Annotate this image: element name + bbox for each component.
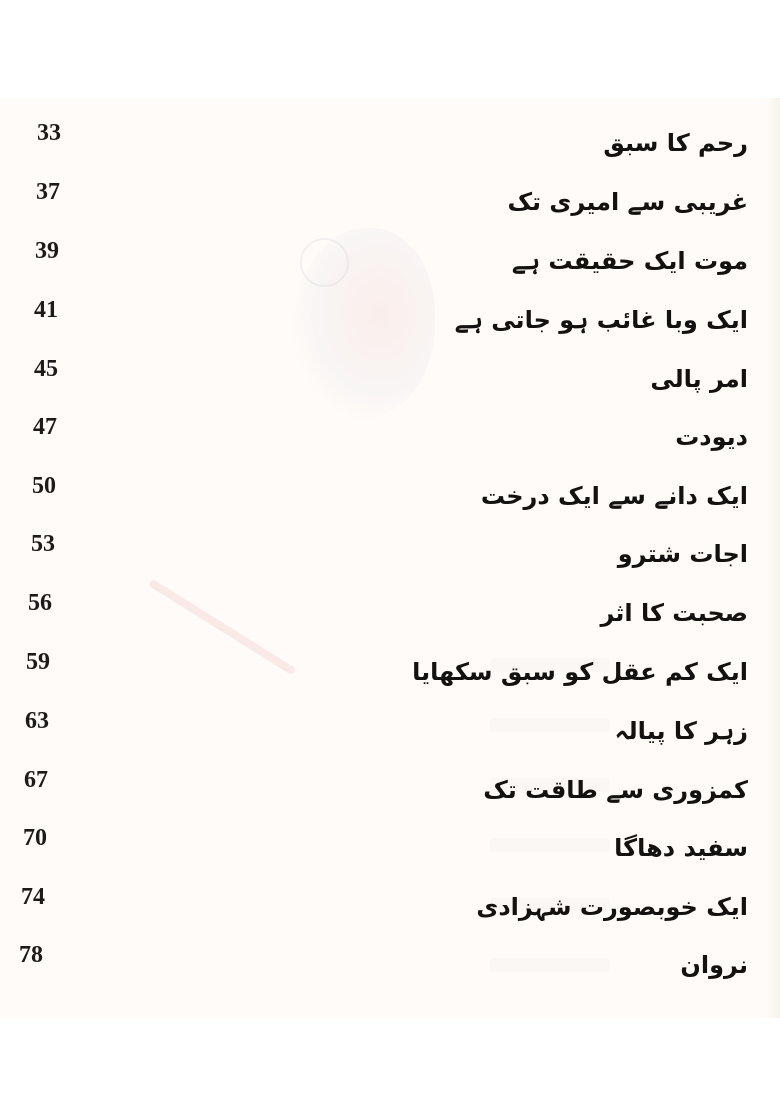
page-number: 67 <box>24 767 48 793</box>
toc-entry <box>0 823 780 873</box>
page-number: 33 <box>37 120 61 146</box>
toc-entry <box>0 588 780 638</box>
toc-entry <box>0 529 780 579</box>
toc-entry <box>0 647 780 697</box>
toc-entry <box>0 765 780 815</box>
page-number: 63 <box>25 708 49 734</box>
book-page <box>0 98 780 1018</box>
entry-title: ایک خوبصورت شہزادی <box>476 893 748 921</box>
entry-title: ایک وبا غائب ہو جاتی ہے <box>454 306 748 334</box>
entry-title: موت ایک حقیقت ہے <box>511 247 748 275</box>
page-number: 41 <box>34 297 58 323</box>
entry-title: کمزوری سے طاقت تک <box>483 776 748 804</box>
toc-entry <box>0 236 780 286</box>
toc-entry <box>0 882 780 932</box>
page-number: 78 <box>19 942 43 968</box>
entry-title: امر پالی <box>650 365 748 393</box>
toc-entry <box>0 706 780 756</box>
entry-title: زہر کا پیالہ <box>614 717 748 745</box>
toc-entry <box>0 940 780 990</box>
toc-entry <box>0 471 780 521</box>
entry-title: اجات شترو <box>617 540 748 568</box>
page-number: 37 <box>36 179 60 205</box>
entry-title: دیودت <box>675 423 748 451</box>
entry-title: رحم کا سبق <box>603 129 748 157</box>
entry-title: نروان <box>680 951 748 979</box>
page-number: 59 <box>26 649 50 675</box>
table-of-contents <box>0 98 780 1018</box>
page-number: 45 <box>34 356 58 382</box>
toc-entry <box>0 295 780 345</box>
entry-title: صحبت کا اثر <box>600 599 748 627</box>
entry-title: ایک کم عقل کو سبق سکھایا <box>412 658 748 686</box>
toc-entry <box>0 118 780 168</box>
page-number: 56 <box>28 590 52 616</box>
entry-title: سفید دھاگا <box>614 834 748 862</box>
page-number: 39 <box>35 238 59 264</box>
toc-entry <box>0 354 780 404</box>
page-number: 50 <box>32 473 56 499</box>
toc-entry <box>0 412 780 462</box>
toc-entry <box>0 177 780 227</box>
page-number: 70 <box>23 825 47 851</box>
page-number: 53 <box>31 531 55 557</box>
entry-title: غریبی سے امیری تک <box>507 188 748 216</box>
page-number: 74 <box>21 884 45 910</box>
entry-title: ایک دانے سے ایک درخت <box>480 482 748 510</box>
page-number: 47 <box>33 414 57 440</box>
